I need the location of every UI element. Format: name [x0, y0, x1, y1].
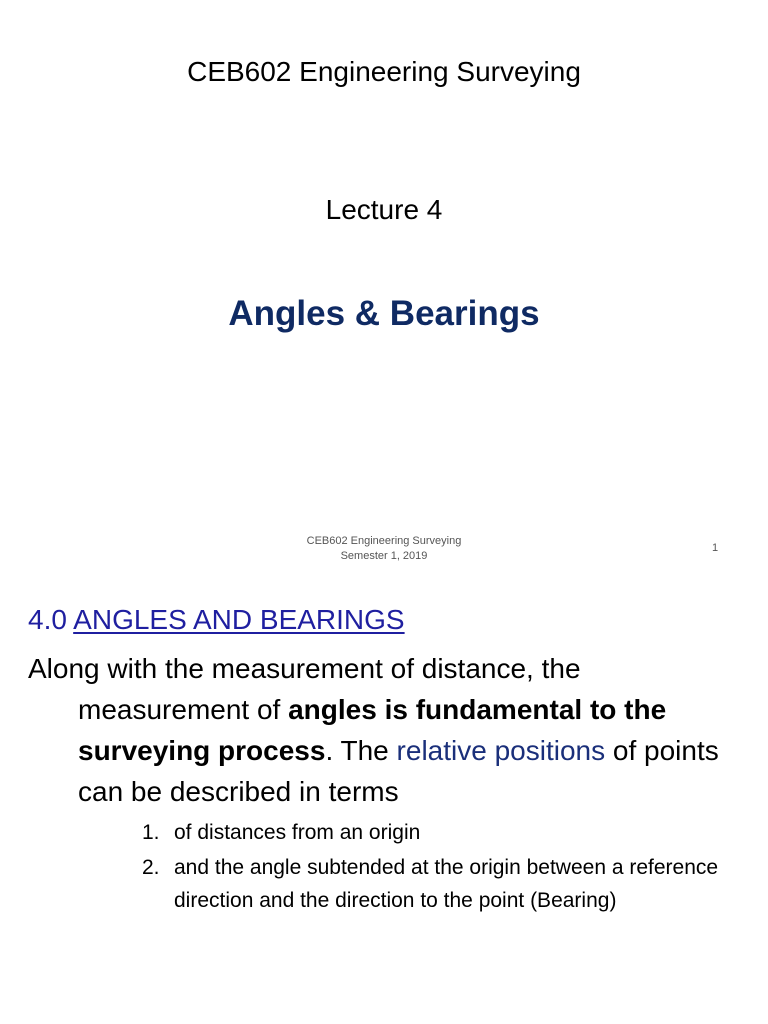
- list-item-number: 2.: [142, 856, 160, 879]
- lecture-label: Lecture 4: [325, 194, 443, 225]
- paragraph-text-2: . The: [325, 735, 397, 766]
- section-heading: [28, 600, 405, 640]
- list-item: [136, 851, 726, 917]
- list-item-text: of distances from an origin: [174, 821, 421, 844]
- paragraph-accent-text: relative positions: [396, 735, 606, 766]
- section-title-link[interactable]: ANGLES AND BEARINGS: [73, 604, 405, 635]
- paragraph-bold-text: angles is fundamental to the surveying process: [78, 694, 667, 766]
- list-item-text: and the angle subtended at the origin between a reference direction and the direction to the point (Bearing): [174, 856, 719, 912]
- paragraph-text-3: of points can be described in terms: [78, 735, 719, 807]
- main-title: Angles & Bearings: [228, 294, 540, 333]
- slide-footer: [234, 534, 534, 564]
- slide-2: [0, 576, 768, 1024]
- section-number: 4.0: [28, 604, 67, 635]
- numbered-list: [136, 816, 726, 919]
- paragraph-text-1: Along with the measurement of distance, the measurement of: [28, 653, 581, 725]
- course-title: CEB602 Engineering Surveying: [187, 56, 581, 87]
- list-item-number: 1.: [142, 821, 160, 844]
- footer-semester: Semester 1, 2019: [340, 550, 428, 562]
- footer-course: CEB602 Engineering Surveying: [306, 535, 462, 547]
- slide-number: 1: [711, 542, 719, 554]
- list-item: [136, 816, 726, 849]
- body-paragraph: [28, 648, 743, 812]
